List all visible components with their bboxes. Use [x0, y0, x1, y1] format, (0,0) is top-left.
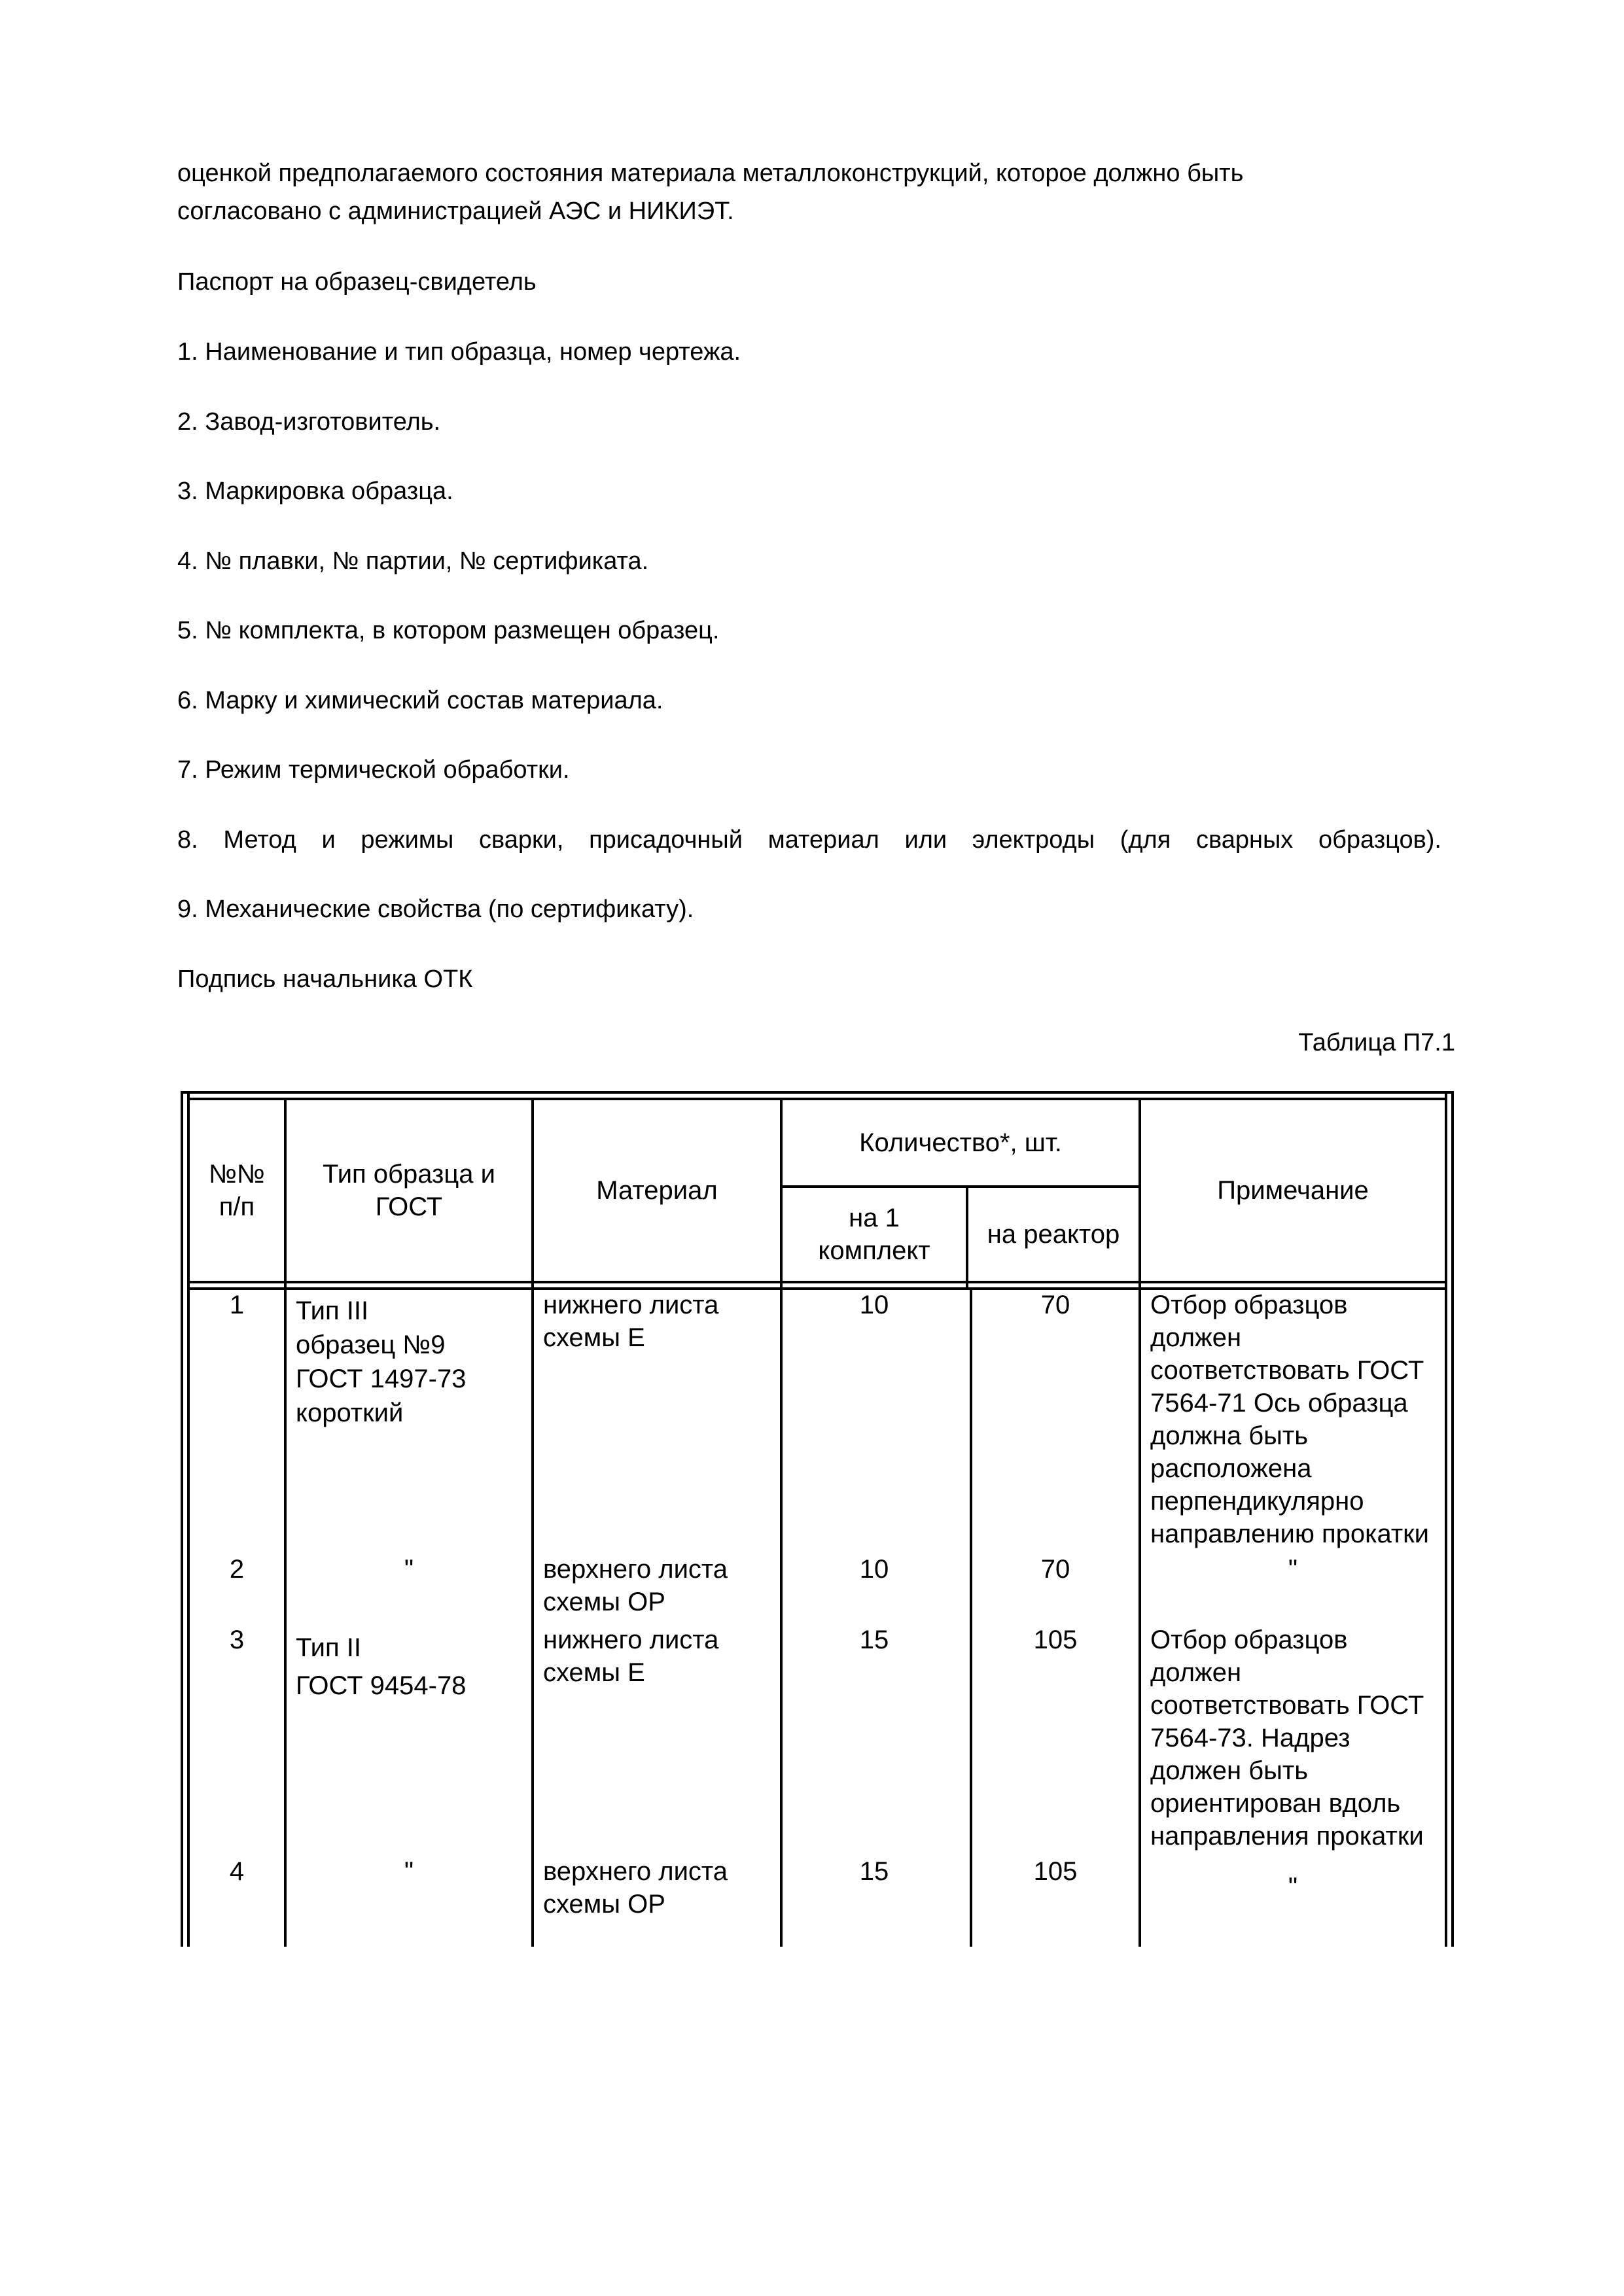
row-4-material: верхнего листа схемы ОР	[543, 1857, 728, 1919]
header-num: №№ п/п	[209, 1160, 265, 1221]
passport-item-3: 3. Маркировка образца.	[177, 478, 453, 505]
passport-title: Паспорт на образец-свидетель	[177, 268, 537, 296]
header-per-set: на 1 комплект	[818, 1204, 930, 1265]
header-per-reactor: на реактор	[987, 1220, 1120, 1249]
header-quantity: Количество*, шт.	[859, 1128, 1062, 1157]
row-3-material: нижнего листа схемы Е	[543, 1626, 719, 1687]
row-2-material: верхнего листа схемы ОР	[543, 1555, 728, 1616]
row-1-num: 1	[229, 1291, 245, 1319]
row-3-per-reactor: 105	[1033, 1626, 1078, 1654]
passport-item-8: 8. Метод и режимы сварки, присадочный материал или электроды (для сварных образцов).	[177, 826, 1441, 854]
passport-item-4: 4. № плавки, № партии, № сертификата.	[177, 548, 649, 575]
row-1-type: Тип III образец №9 ГОСТ 1497-73 короткий	[296, 1296, 467, 1427]
header-note: Примечание	[1217, 1176, 1369, 1205]
passport-item-5: 5. № комплекта, в котором размещен образец.	[177, 617, 720, 644]
row-2-num: 2	[229, 1555, 245, 1584]
row-2-per-set: 10	[859, 1555, 889, 1584]
row-2-type: "	[404, 1555, 414, 1584]
header-type: Тип образца и ГОСТ	[323, 1160, 495, 1221]
row-4-type: "	[404, 1857, 414, 1886]
row-4-note: "	[1288, 1873, 1298, 1902]
header-material: Материал	[596, 1176, 718, 1205]
row-2-note: "	[1288, 1555, 1298, 1584]
passport-item-6: 6. Марку и химический состав материала.	[177, 687, 663, 714]
row-1-per-set: 10	[859, 1291, 889, 1319]
passport-item-7: 7. Режим термической обработки.	[177, 756, 570, 784]
row-4-per-reactor: 105	[1033, 1857, 1078, 1886]
intro-line-1: оценкой предполагаемого состояния материала металлоконструкций, которое должно быть	[177, 160, 1244, 187]
row-1-per-reactor: 70	[1040, 1291, 1070, 1319]
row-3-per-set: 15	[859, 1626, 889, 1654]
row-3-num: 3	[229, 1626, 245, 1654]
row-4-num: 4	[229, 1857, 245, 1886]
row-1-note: Отбор образцов должен соответствовать ГОСТ 7564-71 Ось образца должна быть расположена перпендикулярно направлению прокатки	[1150, 1291, 1430, 1548]
row-3-type: Тип II ГОСТ 9454-78	[296, 1633, 467, 1700]
row-2-per-reactor: 70	[1040, 1555, 1070, 1584]
intro-line-2: согласовано с администрацией АЭС и НИКИЭТ.	[177, 198, 734, 225]
row-3-note: Отбор образцов должен соответствовать ГОСТ 7564-73. Надрез должен быть ориентирован вдоль направления прокатки	[1150, 1626, 1424, 1851]
samples-table	[181, 1091, 1455, 1947]
passport-item-2: 2. Завод-изготовитель.	[177, 408, 441, 436]
passport-item-1: 1. Наименование и тип образца, номер чертежа.	[177, 338, 741, 366]
passport-item-9: 9. Механические свойства (по сертификату).	[177, 896, 694, 923]
row-1-material: нижнего листа схемы Е	[543, 1291, 719, 1352]
table-caption: Таблица П7.1	[1298, 1029, 1455, 1056]
signature-line: Подпись начальника ОТК	[177, 965, 473, 993]
row-4-per-set: 15	[859, 1857, 889, 1886]
